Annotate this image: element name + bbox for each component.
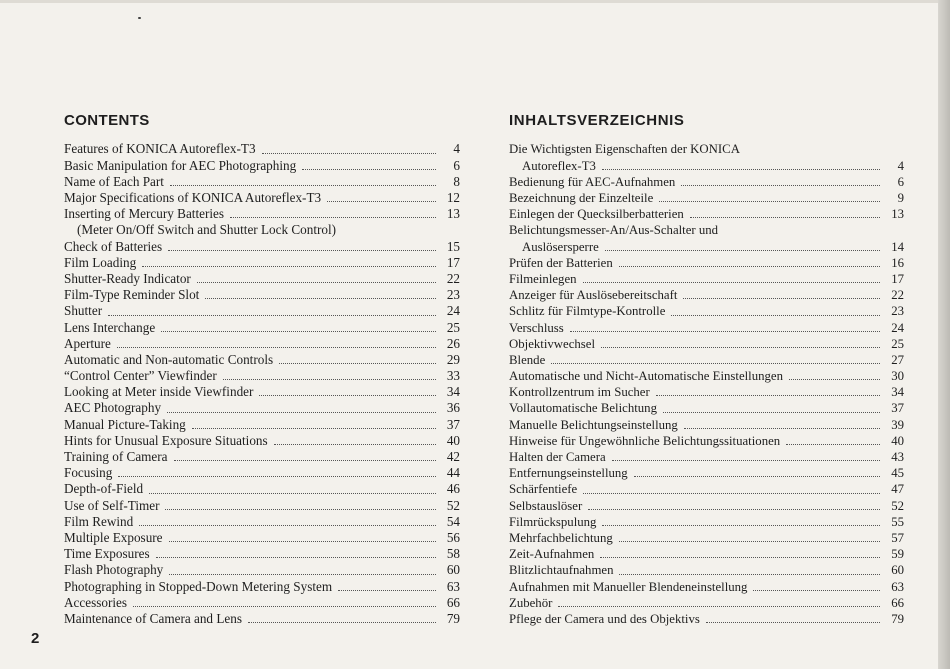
contents-entry-title: Film Loading [64, 254, 137, 270]
inhaltsverzeichnis-entry-page: 40 [891, 433, 904, 448]
contents-entry [64, 530, 460, 546]
contents-entry [64, 562, 460, 578]
inhaltsverzeichnis-entry-page: 9 [897, 191, 904, 205]
dot-leader [602, 525, 880, 526]
contents-entry-page: 40 [446, 432, 460, 448]
inhaltsverzeichnis-entry [509, 530, 904, 546]
inhaltsverzeichnis-entry [509, 271, 904, 287]
dot-leader [659, 201, 880, 202]
contents-entry-title: Inserting of Mercury Batteries [64, 206, 225, 222]
inhaltsverzeichnis-entry-page: 22 [891, 288, 904, 303]
dot-leader [681, 185, 880, 186]
contents-entry-title: Multiple Exposure [64, 529, 163, 545]
inhaltsverzeichnis-entry-title: Halten der Camera [509, 450, 606, 464]
dot-leader [169, 541, 436, 542]
contents-entry-title: Lens Interchange [64, 319, 156, 335]
dot-leader [619, 541, 880, 542]
dot-leader [149, 493, 436, 494]
inhaltsverzeichnis-entry-page: 16 [891, 255, 904, 270]
dot-leader [169, 574, 436, 575]
dot-leader [117, 347, 436, 348]
contents-entry [64, 174, 460, 190]
dot-leader [274, 444, 436, 445]
dot-leader [786, 444, 880, 445]
contents-entry-page: 17 [446, 254, 460, 270]
contents-entry-page: 15 [446, 238, 460, 254]
contents-entry-title: Hints for Unusual Exposure Situations [64, 432, 268, 448]
inhaltsverzeichnis-entry-page: 24 [891, 320, 904, 335]
inhaltsverzeichnis-entry-page: 55 [891, 514, 904, 529]
page-binding-edge [938, 0, 950, 669]
contents-entry-title: Depth-of-Field [64, 481, 144, 497]
inhaltsverzeichnis-entry-title: Manuelle Belichtungseinstellung [509, 417, 678, 432]
inhaltsverzeichnis-entry-page: 43 [891, 450, 904, 464]
contents-entry-page: 8 [453, 173, 460, 189]
contents-entry [64, 239, 460, 255]
contents-entry-page: 24 [446, 303, 460, 319]
contents-entry-page: 29 [446, 351, 460, 367]
contents-entry-title: Maintenance of Camera and Lens [64, 610, 242, 626]
contents-entry-page: 36 [446, 400, 460, 416]
inhaltsverzeichnis-entry [509, 141, 904, 157]
dot-leader [223, 379, 436, 380]
contents-entry-title: Features of KONICA Autoreflex-T3 [64, 141, 256, 157]
contents-entry-page: 26 [446, 335, 460, 351]
contents-entry-page: 23 [446, 287, 460, 303]
inhaltsverzeichnis-entry-title: Belichtungsmesser-An/Aus-Schalter und [509, 223, 719, 238]
contents-entry [64, 611, 460, 627]
dot-leader [671, 315, 880, 316]
contents-entry-title: Training of Camera [64, 449, 168, 464]
contents-entry-page: 37 [446, 416, 460, 432]
inhaltsverzeichnis-entry [509, 190, 904, 206]
contents-entry-page: 66 [446, 594, 460, 610]
inhaltsverzeichnis-entry [509, 433, 904, 449]
contents-entry [64, 287, 460, 303]
inhaltsverzeichnis-entry [509, 287, 904, 303]
contents-entry-title: “Control Center” Viewfinder [64, 368, 217, 384]
contents-entry-title: Focusing [64, 465, 113, 481]
contents-entry [64, 141, 460, 157]
dot-leader [588, 509, 880, 510]
inhaltsverzeichnis-entry [509, 595, 904, 611]
contents-entry-title: Film-Type Reminder Slot [64, 287, 200, 303]
inhaltsverzeichnis-entry-page: 25 [891, 336, 904, 351]
inhaltsverzeichnis-list [509, 141, 904, 627]
inhaltsverzeichnis-entry [509, 222, 904, 238]
contents-section [64, 97, 460, 627]
contents-entry-title: Use of Self-Timer [64, 497, 160, 513]
inhaltsverzeichnis-entry-page: 4 [897, 158, 904, 173]
contents-entry [64, 352, 460, 368]
inhaltsverzeichnis-entry-page: 13 [891, 207, 904, 222]
inhaltsverzeichnis-entry [509, 481, 904, 497]
dot-leader [118, 476, 436, 477]
inhaltsverzeichnis-entry-page: 6 [897, 174, 904, 189]
inhaltsverzeichnis-entry-page: 37 [891, 401, 904, 416]
dot-leader [583, 282, 880, 283]
contents-entry-title: Basic Manipulation for AEC Photographing [64, 157, 297, 173]
dot-leader [205, 298, 436, 299]
inhaltsverzeichnis-entry-page: 52 [891, 498, 904, 513]
inhaltsverzeichnis-entry-title: Autoreflex-T3 [522, 158, 596, 173]
dot-leader [142, 266, 436, 267]
inhaltsverzeichnis-entry-title: Schärfentiefe [509, 482, 578, 497]
contents-entry-title: Manual Picture-Taking [64, 416, 186, 432]
inhaltsverzeichnis-entry [509, 174, 904, 190]
contents-entry [64, 481, 460, 497]
contents-entry-page: 42 [446, 449, 460, 464]
contents-entry-title: Name of Each Part [64, 173, 164, 189]
inhaltsverzeichnis-entry-page: 66 [891, 595, 904, 610]
inhaltsverzeichnis-entry-title: Verschluss [509, 320, 564, 335]
inhaltsverzeichnis-entry-page: 27 [891, 352, 904, 367]
inhaltsverzeichnis-entry-title: Selbstauslöser [509, 498, 583, 513]
dot-leader [683, 298, 880, 299]
dot-leader [167, 412, 436, 413]
contents-entry-title: AEC Photography [64, 400, 162, 416]
contents-entry [64, 320, 460, 336]
inhaltsverzeichnis-entry-title: Aufnahmen mit Manueller Blendeneinstellung [509, 579, 748, 594]
dot-leader [605, 250, 880, 251]
inhaltsverzeichnis-entry-title: Blende [509, 352, 546, 367]
page-top-edge [0, 0, 950, 3]
contents-entry [64, 400, 460, 416]
dot-leader [156, 557, 436, 558]
inhaltsverzeichnis-entry-page: 14 [891, 239, 904, 254]
contents-entry [64, 158, 460, 174]
contents-entry [64, 222, 460, 238]
dot-leader [192, 428, 436, 429]
inhaltsverzeichnis-entry [509, 206, 904, 222]
inhaltsverzeichnis-entry-page: 47 [891, 482, 904, 497]
contents-entry [64, 514, 460, 530]
contents-entry-page: 58 [446, 546, 460, 562]
dot-leader [248, 622, 436, 623]
inhaltsverzeichnis-entry [509, 562, 904, 578]
contents-entry-page: 44 [446, 465, 460, 481]
contents-entry-page: 13 [446, 206, 460, 222]
contents-entry [64, 384, 460, 400]
contents-entry-title: Time Exposures [64, 546, 150, 562]
inhaltsverzeichnis-entry [509, 320, 904, 336]
inhaltsverzeichnis-entry-title: Bezeichnung der Einzelteile [509, 191, 654, 205]
inhaltsverzeichnis-entry-page: 63 [891, 579, 904, 594]
contents-entry-title: Accessories [64, 594, 127, 610]
inhaltsverzeichnis-entry [509, 336, 904, 352]
inhaltsverzeichnis-entry-title: Einlegen der Quecksilberbatterien [509, 207, 684, 222]
contents-entry-page: 4 [453, 141, 460, 157]
contents-entry-title: Flash Photography [64, 562, 164, 578]
inhaltsverzeichnis-entry-title: Schlitz für Filmtype-Kontrolle [509, 304, 666, 319]
inhaltsverzeichnis-entry-title: Anzeiger für Auslösebereitschaft [509, 288, 678, 303]
inhaltsverzeichnis-entry [509, 352, 904, 368]
inhaltsverzeichnis-entry [509, 239, 904, 255]
contents-entry [64, 303, 460, 319]
dot-leader [789, 379, 880, 380]
inhaltsverzeichnis-entry [509, 417, 904, 433]
inhaltsverzeichnis-entry-page: 79 [891, 611, 904, 626]
inhaltsverzeichnis-entry-title: Prüfen der Batterien [509, 255, 613, 270]
dot-leader [656, 395, 880, 396]
inhaltsverzeichnis-entry-page: 59 [891, 547, 904, 562]
inhaltsverzeichnis-entry [509, 465, 904, 481]
dot-leader [600, 557, 880, 558]
contents-entry-title: Looking at Meter inside Viewfinder [64, 384, 254, 400]
dot-leader [583, 493, 880, 494]
contents-entry [64, 190, 460, 206]
dot-leader [570, 331, 880, 332]
dot-leader [230, 217, 436, 218]
inhaltsverzeichnis-section [509, 97, 904, 627]
inhaltsverzeichnis-entry-page: 57 [891, 530, 904, 545]
dot-leader [174, 460, 436, 461]
dot-leader [262, 153, 436, 154]
inhaltsverzeichnis-entry-title: Pflege der Camera und des Objektivs [509, 611, 700, 626]
contents-entry [64, 546, 460, 562]
dot-leader [753, 590, 880, 591]
inhaltsverzeichnis-entry [509, 400, 904, 416]
dot-leader [139, 525, 436, 526]
inhaltsverzeichnis-entry-title: Blitzlichtaufnahmen [509, 563, 614, 578]
contents-entry-page: 25 [446, 319, 460, 335]
dot-leader [551, 363, 880, 364]
contents-entry-title: Check of Batteries [64, 238, 163, 254]
dot-leader [558, 606, 880, 607]
contents-entry [64, 336, 460, 352]
print-speck [138, 17, 141, 19]
contents-entry-page: 22 [446, 270, 460, 286]
inhaltsverzeichnis-entry [509, 303, 904, 319]
contents-entry-title: Film Rewind [64, 513, 134, 529]
inhaltsverzeichnis-entry [509, 384, 904, 400]
dot-leader [601, 347, 880, 348]
inhaltsverzeichnis-entry-title: Kontrollzentrum im Sucher [509, 385, 650, 400]
contents-entry [64, 579, 460, 595]
dot-leader [684, 428, 880, 429]
dot-leader [612, 460, 880, 461]
inhaltsverzeichnis-entry-title: Zubehör [509, 595, 553, 610]
contents-entry-page: 33 [446, 368, 460, 384]
inhaltsverzeichnis-entry [509, 449, 904, 465]
contents-entry-page: 12 [446, 190, 460, 205]
inhaltsverzeichnis-entry [509, 611, 904, 627]
inhaltsverzeichnis-entry-page: 45 [891, 466, 904, 481]
dot-leader [602, 169, 880, 170]
contents-entry-title: Automatic and Non-automatic Controls [64, 351, 274, 367]
dot-leader [634, 476, 880, 477]
inhaltsverzeichnis-entry [509, 579, 904, 595]
dot-leader [619, 574, 880, 575]
contents-entry-page: 79 [446, 610, 460, 626]
contents-entry [64, 255, 460, 271]
inhaltsverzeichnis-entry [509, 255, 904, 271]
dot-leader [197, 282, 436, 283]
inhaltsverzeichnis-entry-title: Entfernungseinstellung [509, 466, 628, 481]
inhaltsverzeichnis-heading: INHALTSVERZEICHNIS [509, 112, 685, 130]
inhaltsverzeichnis-entry [509, 514, 904, 530]
contents-entry [64, 449, 460, 465]
inhaltsverzeichnis-entry-page: 17 [891, 271, 904, 286]
dot-leader [302, 169, 436, 170]
inhaltsverzeichnis-entry-page: 39 [891, 417, 904, 432]
inhaltsverzeichnis-entry-title: Hinweise für Ungewöhnliche Belichtungssituationen [509, 433, 781, 448]
contents-entry-page: 6 [453, 157, 460, 173]
inhaltsverzeichnis-entry-title: Bedienung für AEC-Aufnahmen [509, 174, 676, 189]
inhaltsverzeichnis-entry [509, 498, 904, 514]
contents-heading: CONTENTS [64, 112, 150, 130]
contents-entry-title: Shutter-Ready Indicator [64, 270, 191, 286]
dot-leader [168, 250, 436, 251]
contents-entry-page: 52 [446, 497, 460, 513]
dot-leader [259, 395, 436, 396]
dot-leader [663, 412, 880, 413]
contents-entry [64, 368, 460, 384]
contents-entry-title: Photographing in Stopped-Down Metering System [64, 578, 333, 594]
inhaltsverzeichnis-entry-page: 34 [891, 385, 904, 400]
inhaltsverzeichnis-entry-page: 23 [891, 304, 904, 319]
contents-entry [64, 595, 460, 611]
contents-entry [64, 498, 460, 514]
inhaltsverzeichnis-entry-title: Filmrückspulung [509, 514, 597, 529]
contents-entry-page: 46 [446, 481, 460, 497]
contents-entry-page: 34 [446, 384, 460, 400]
dot-leader [165, 509, 436, 510]
contents-entry-title: Aperture [64, 335, 111, 351]
dot-leader [338, 590, 436, 591]
inhaltsverzeichnis-entry-page: 60 [891, 563, 904, 578]
dot-leader [133, 606, 436, 607]
inhaltsverzeichnis-entry [509, 368, 904, 384]
inhaltsverzeichnis-entry-title: Die Wichtigsten Eigenschaften der KONICA [509, 142, 740, 157]
dot-leader [279, 363, 436, 364]
contents-entry [64, 465, 460, 481]
dot-leader [619, 266, 880, 267]
contents-entry [64, 417, 460, 433]
contents-entry [64, 433, 460, 449]
contents-entry-title: Major Specifications of KONICA Autoreflex-T3 [64, 190, 322, 205]
contents-entry [64, 271, 460, 287]
dot-leader [170, 185, 436, 186]
contents-entry-title: (Meter On/Off Switch and Shutter Lock Control) [77, 222, 337, 238]
inhaltsverzeichnis-entry-title: Auslösersperre [522, 239, 599, 254]
dot-leader [108, 315, 436, 316]
dot-leader [161, 331, 436, 332]
contents-entry-page: 63 [446, 578, 460, 594]
page-number: 2 [31, 630, 40, 647]
contents-entry-title: Shutter [64, 303, 103, 319]
contents-entry [64, 206, 460, 222]
inhaltsverzeichnis-entry-title: Vollautomatische Belichtung [509, 401, 657, 416]
dot-leader [690, 217, 880, 218]
contents-entry-page: 54 [446, 513, 460, 529]
contents-entry-page: 56 [446, 529, 460, 545]
inhaltsverzeichnis-entry-title: Zeit-Aufnahmen [509, 547, 595, 562]
dot-leader [327, 201, 436, 202]
inhaltsverzeichnis-entry [509, 158, 904, 174]
contents-entry-page: 60 [446, 562, 460, 578]
inhaltsverzeichnis-entry-title: Mehrfachbelichtung [509, 530, 613, 545]
inhaltsverzeichnis-entry-title: Filmeinlegen [509, 271, 577, 286]
inhaltsverzeichnis-entry-page: 30 [891, 369, 904, 384]
dot-leader [706, 622, 880, 623]
inhaltsverzeichnis-entry-title: Objektivwechsel [509, 336, 595, 351]
inhaltsverzeichnis-entry [509, 546, 904, 562]
inhaltsverzeichnis-entry-title: Automatische und Nicht-Automatische Einstellungen [509, 369, 784, 384]
contents-list [64, 141, 460, 627]
